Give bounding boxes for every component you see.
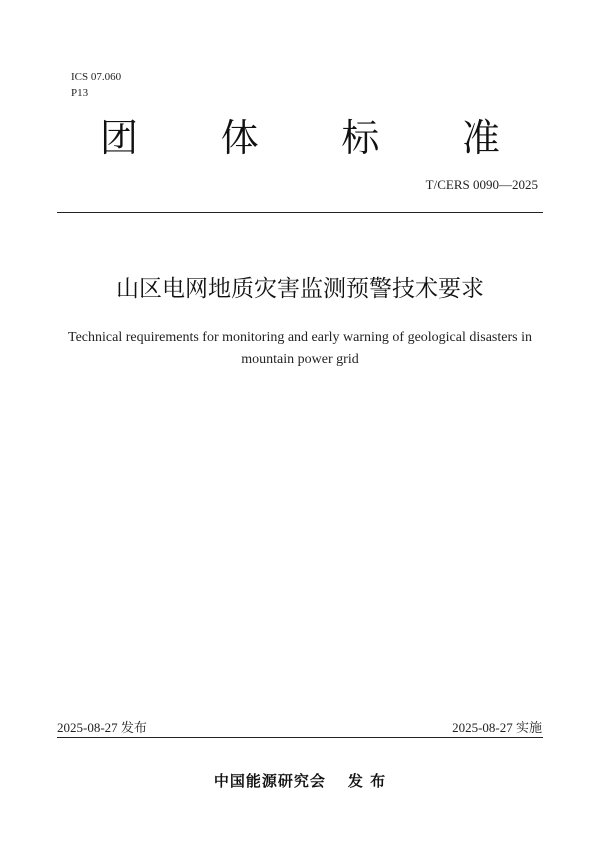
publisher-action: 发 布 (347, 772, 387, 790)
title-english (55, 327, 545, 371)
bottom-divider (57, 737, 543, 738)
document-type-heading (100, 108, 500, 168)
title-chinese: 山区电网地质灾害监测预警技术要求 (116, 276, 484, 302)
publisher-line (0, 770, 600, 791)
document-type-char-4: 准 (461, 116, 500, 160)
publisher-name: 中国能源研究会 (213, 772, 326, 790)
top-divider (57, 212, 543, 213)
document-type-char-1: 团 (100, 116, 139, 160)
ics-code: ICS 07.060 (71, 71, 122, 83)
standard-number: T/CERS 0090—2025 (425, 177, 538, 192)
document-type-char-2: 体 (220, 116, 259, 160)
title-english-line-1: Technical requirements for monitoring and early warning of geological disasters in (68, 330, 532, 345)
title-english-line-2: mountain power grid (241, 352, 359, 367)
publish-date: 2025-08-27 发布 (57, 720, 147, 735)
implement-date: 2025-08-27 实施 (452, 720, 542, 735)
document-type-char-3: 标 (341, 116, 380, 160)
ccs-code: P13 (71, 87, 89, 99)
